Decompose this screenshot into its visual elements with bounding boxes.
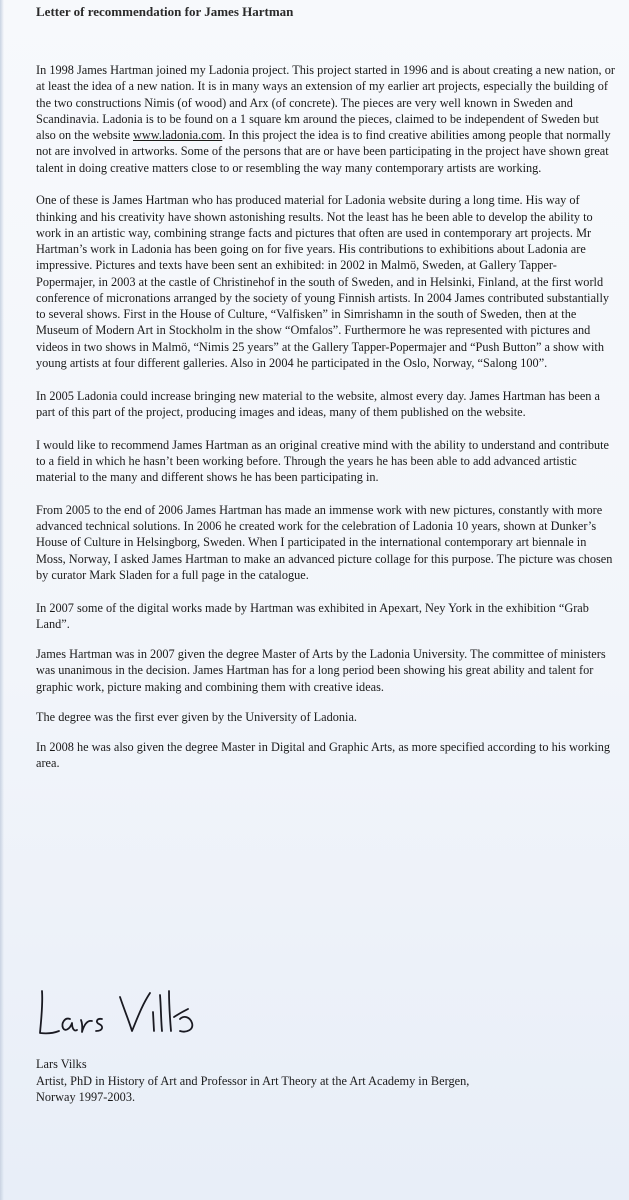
paragraph-5: From 2005 to the end of 2006 James Hartman has made an immense work with new pictures, constantly with more advanced technical solutions. In 2006 he created work for the celebration of Ladonia 10 years, shown at Dunker’s House of Culture in Helsingborg, Sweden. When I participated in the international contemporary art biennale in Moss, Norway, I asked James Hartman to make an advanced picture collage for this purpose. The picture was chosen by curator Mark Sladen for a full page in the catalogue. [36, 502, 613, 582]
signer-block [36, 1056, 606, 1106]
paragraph-4: I would like to recommend James Hartman as an original creative mind with the ability to understand and contribute to a field in which he hasn’t been working before. Through the years he has been able to add advanced artistic material to the many and different shows he has been participating in. [36, 437, 610, 484]
paragraph-1-after-link: . In this project the idea is to find creative abilities among people that normally not are involved in artworks. Some of the persons that are or have been participating in the project have shown great talent in doing creative matters close to or resembling the way many contemporary artists are working. [36, 128, 611, 175]
paragraph-6: In 2007 some of the digital works made by Hartman was exhibited in Apexart, Ney York in the exhibition “Grab Land”. [36, 600, 589, 631]
paragraph-1 [36, 62, 616, 176]
paragraph-8: The degree was the first ever given by the University of Ladonia. [36, 709, 357, 724]
paragraph-2: One of these is James Hartman who has produced material for Ladonia website during a long time. His way of thinking and his creativity have shown astonishing results. Not the least has he been able to develop the ability to work in an artistic way, combining strange facts and pictures that often are used in contemporary art projects. Mr Hartman’s work in Ladonia has been going on for five years. His contributions to exhibitions about Ladonia are impressive. Pictures and texts have been sent an exhibited: in 2002 in Malmö, Sweden, at Gallery Tapper-Popermajer, in 2003 at the castle of Christinehof in the south of Sweden, and in Helsinki, Finland, at the first world conference of micronations arranged by the society of young Finnish artists. In 2004 James contributed substantially to several shows. First in the House of Culture, “Valfisken” in Simrishamn in the south of Sweden, then at the Museum of Modern Art in Stockholm in the show “Omfalos”. Furthermore he was represented with pictures and videos in two shows in Malmö, “Nimis 25 years” at the Gallery Tapper-Popermajer and “Push Button” a show with young artists at four different galleries. Also in 2004 he participated in the Oslo, Norway, “Salong 100”. [36, 193, 610, 370]
ladonia-website-link[interactable]: www.ladonia.com [133, 128, 223, 142]
page-edge-shadow [0, 0, 4, 1200]
paragraph-7: James Hartman was in 2007 given the degree Master of Arts by the Ladonia University. The committee of ministers was unanimous in the decision. James Hartman has for a long period been showing his great ability and talent for graphic work, picture making and combining them with creative ideas. [36, 647, 606, 694]
letter-title: Letter of recommendation for James Hartman [36, 4, 294, 19]
letter-body [36, 62, 616, 788]
handwritten-signature [34, 985, 204, 1045]
paragraph-1-before-link: In 1998 James Hartman joined my Ladonia project. This project started in 1996 and is about creating a new nation, or at least the idea of a new nation. It is in many ways an extension of my earlier art projects, especially the building of the two constructions Nimis (of wood) and Arx (of concrete). The pieces are very well known in Sweden and Scandinavia. Ladonia is to be found on a 1 square km around the pieces, claimed to be independent of Sweden but also on the website [36, 63, 615, 142]
paragraph-9: In 2008 he was also given the degree Master in Digital and Graphic Arts, as more specified according to his working area. [36, 740, 611, 771]
signer-name: Lars Vilks [36, 1057, 87, 1071]
signer-title-line-1: Artist, PhD in History of Art and Professor in Art Theory at the Art Academy in Bergen, [36, 1073, 470, 1088]
signer-title-line-2: Norway 1997-2003. [36, 1090, 136, 1104]
paragraph-3: In 2005 Ladonia could increase bringing new material to the website, almost every day. James Hartman has been a part of this part of the project, producing images and ideas, many of them published on the website. [36, 388, 600, 419]
